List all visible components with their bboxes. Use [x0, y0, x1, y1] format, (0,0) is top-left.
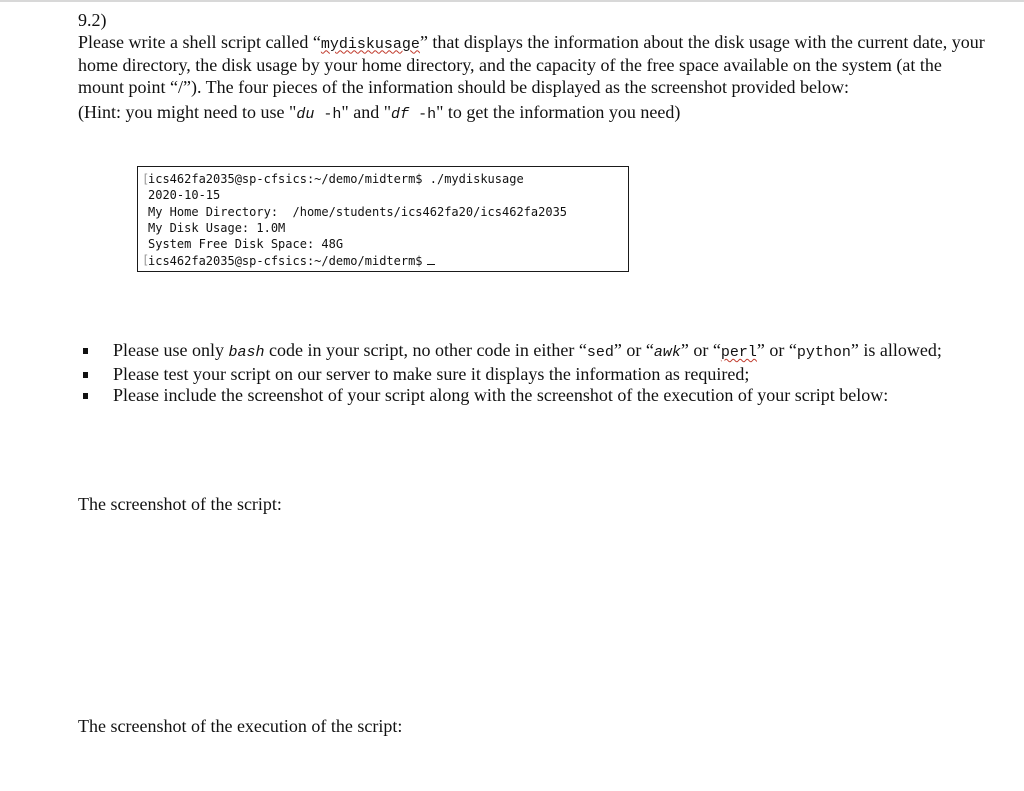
hint-line: [78, 102, 988, 126]
square-bullet-icon: [83, 348, 88, 354]
terminal-line: System Free Disk Space: 48G: [148, 237, 344, 252]
line-bracket: [: [142, 253, 150, 268]
intro-text-rest: ” that displays the information about the disk usage with the current date, your home directory, the disk usage by your home directory, and the capacity of the free space available on the system (at the mount point “/”). The four pieces of the information should be displayed as the screenshot provided below:: [78, 31, 985, 97]
terminal-line: [142, 252, 628, 269]
terminal-screenshot: [137, 166, 629, 272]
question-number: 9.2): [78, 10, 107, 30]
bullet-text: ” or “: [756, 340, 797, 360]
terminal-line: My Disk Usage: 1.0M: [148, 220, 286, 235]
hint-text-3: " to get the information you need): [436, 102, 681, 122]
bullet-text: ” or “: [613, 340, 654, 360]
bullet-text: Please test your script on our server to make sure it displays the information as required;: [113, 363, 750, 384]
hint-df-command: df: [391, 106, 410, 123]
python-term: python: [796, 344, 851, 361]
terminal-line: 2020-10-15: [148, 188, 221, 203]
list-item: [78, 364, 978, 386]
bullet-text: ” is allowed;: [850, 340, 942, 360]
list-item: [78, 385, 978, 407]
terminal-command: ics462fa2035@sp-cfsics:~/demo/midterm$ ./mydiskusage: [148, 172, 524, 186]
hint-du-command: du: [296, 106, 315, 123]
awk-term: awk: [653, 344, 681, 361]
sed-term: sed: [586, 344, 614, 361]
script-screenshot-label: The screenshot of the script:: [78, 494, 282, 514]
square-bullet-icon: [83, 393, 88, 399]
hint-text-1: (Hint: you might need to use ": [78, 102, 297, 122]
requirements-list: [78, 340, 978, 407]
bullet-text: Please use only: [113, 340, 229, 360]
hint-text-2: " and ": [341, 102, 392, 122]
square-bullet-icon: [83, 372, 88, 378]
question-instructions: [78, 32, 988, 99]
terminal-line: [142, 171, 628, 187]
script-name: mydiskusage: [320, 35, 420, 53]
cursor: [427, 252, 435, 265]
terminal-prompt: ics462fa2035@sp-cfsics:~/demo/midterm$: [148, 254, 423, 269]
bullet-text: Please include the screenshot of your script along with the screenshot of the execution of your script below:: [113, 385, 889, 405]
line-bracket: [: [142, 172, 150, 186]
question-block: [78, 10, 988, 126]
hint-du-option: -h: [314, 106, 342, 123]
bash-term: bash: [228, 344, 265, 361]
intro-text-start: Please write a shell script called “: [78, 31, 321, 52]
execution-screenshot-label: The screenshot of the execution of the script:: [78, 716, 403, 736]
page-top-border: [0, 0, 1024, 2]
terminal-line: My Home Directory: /home/students/ics462fa20/ics462fa2035: [148, 204, 568, 219]
bullet-text: ” or “: [680, 340, 721, 360]
bullet-text: code in your script, no other code in either “: [264, 340, 587, 360]
list-item: [78, 340, 978, 364]
perl-term: perl: [720, 344, 757, 361]
hint-df-option: -h: [409, 106, 437, 123]
